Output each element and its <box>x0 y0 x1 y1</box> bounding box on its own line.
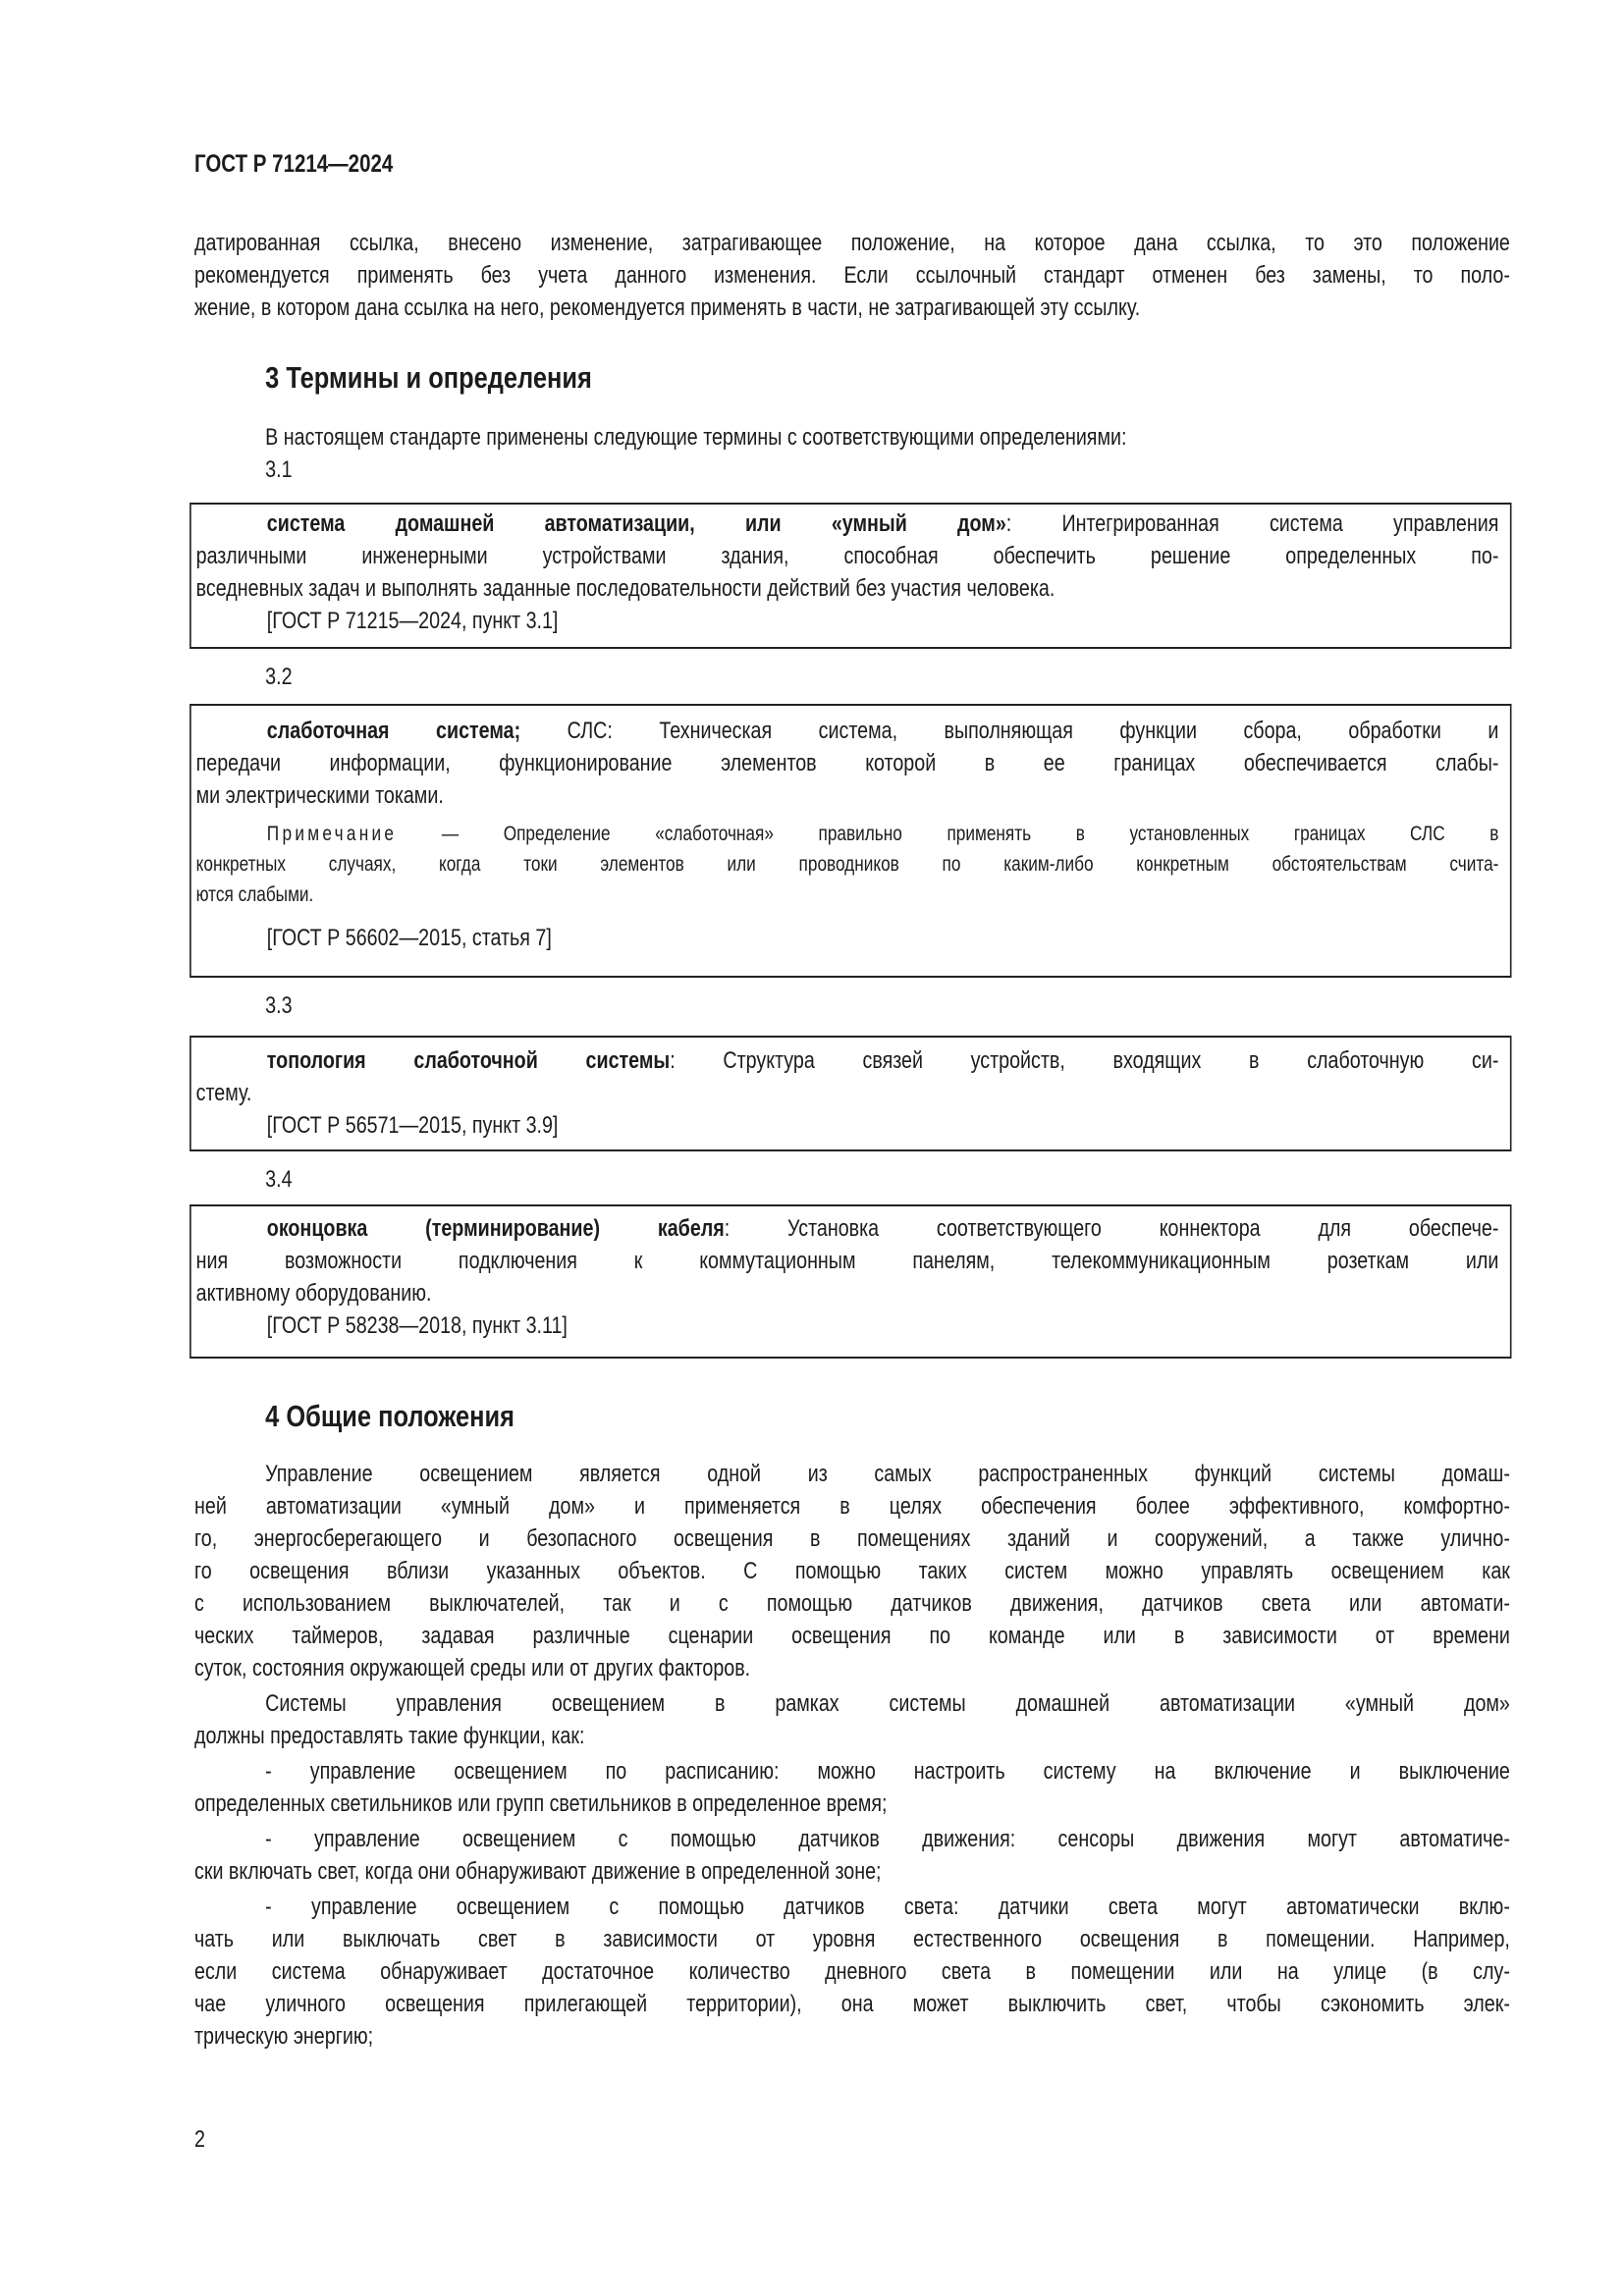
text-line: различными инженерными устройствами здания, способная обеспечить решение определенных по- <box>195 543 1499 569</box>
term-number: 3.2 <box>265 664 293 690</box>
term-number: 3.1 <box>265 456 293 483</box>
text-line: рекомендуется применять без учета данного изменения. Если ссылочный стандарт отменен без замены, то поло- <box>194 262 1510 289</box>
term-number-row <box>194 661 1510 693</box>
term-definition: : Интегрированная система управления <box>1005 510 1499 537</box>
text-line: трическую энергию; <box>194 2023 374 2050</box>
term-definition: СЛС: Техническая система, выполняющая функции сбора, обработки и <box>520 718 1499 744</box>
list-item: - управление освещением с помощью датчиков света: датчики света могут автоматически вклю- <box>265 1894 1510 1920</box>
section-3-heading: 3 Термины и определения <box>265 360 592 395</box>
term-definition: : Структура связей устройств, входящих в слаботочную си- <box>670 1047 1499 1074</box>
text-line <box>196 507 1499 540</box>
term-box-3-3 <box>189 1036 1511 1151</box>
text-line: го освещения вблизи указанных объектов. С помощью таких систем можно управлять освещением как <box>194 1558 1510 1584</box>
text-line: Системы управления освещением в рамках системы домашней автоматизации «умный дом» <box>265 1690 1510 1717</box>
intro-paragraph <box>194 227 1510 324</box>
term-box-3-4 <box>189 1204 1511 1359</box>
text-line: ми электрическими токами. <box>195 782 444 809</box>
text-line <box>196 819 1499 849</box>
term-definition: : Установка соответствующего коннектора для обеспече- <box>724 1215 1499 1242</box>
document-header: ГОСТ Р 71214—2024 <box>194 150 394 178</box>
text-line: ются слабыми. <box>195 883 314 906</box>
term-number-row <box>194 1163 1510 1196</box>
text-line: суток, состояния окружающей среды или от других факторов. <box>194 1655 751 1682</box>
term-number: 3.3 <box>265 992 293 1019</box>
text-line <box>196 715 1499 747</box>
text-line <box>196 1212 1499 1245</box>
term-number: 3.4 <box>265 1166 293 1193</box>
section-4-body <box>194 1458 1510 2053</box>
text-line: конкретных случаях, когда токи элементов или проводников по каким-либо конкретным обстоятельствам счита- <box>195 853 1499 876</box>
text-line: должны предоставлять такие функции, как: <box>194 1723 585 1749</box>
term-note <box>196 819 1499 910</box>
term-title: оконцовка (терминирование) кабеля <box>266 1215 725 1242</box>
text-line: ческих таймеров, задавая различные сценарии освещения по команде или в зависимости от времени <box>194 1623 1510 1649</box>
text-line: жение, в котором дана ссылка на него, рекомендуется применять в части, не затрагивающей эту ссылку. <box>194 294 1141 321</box>
term-source: [ГОСТ Р 56571—2015, пункт 3.9] <box>266 1112 559 1139</box>
term-title: система домашней автоматизации, или «умный дом» <box>266 510 1006 537</box>
section-3-intro <box>194 421 1510 486</box>
term-box-3-1 <box>189 503 1511 649</box>
text-line: ски включать свет, когда они обнаруживают движение в определенной зоне; <box>194 1858 882 1885</box>
text-line: если система обнаруживает достаточное количество дневного света в помещении или на улице (в слу- <box>194 1958 1510 1985</box>
page-number: 2 <box>194 2126 205 2153</box>
list-item: - управление освещением с помощью датчиков движения: сенсоры движения могут автоматиче- <box>265 1826 1510 1852</box>
section-4-heading: 4 Общие положения <box>265 1399 515 1433</box>
term-title: топология слаботочной системы <box>266 1047 671 1074</box>
term-source: [ГОСТ Р 56602—2015, статья 7] <box>266 925 552 951</box>
text-line: го, энергосберегающего и безопасного освещения в помещениях зданий и сооружений, а также улично- <box>194 1525 1510 1552</box>
text-line: датированная ссылка, внесено изменение, затрагивающее положение, на которое дана ссылка, то это положение <box>194 230 1510 256</box>
text-line: с использованием выключателей, так и с помощью датчиков движения, датчиков света или автомати- <box>194 1590 1510 1617</box>
page <box>194 0 1510 2296</box>
text-line: стему. <box>195 1080 252 1106</box>
text-line: В настоящем стандарте применены следующие термины с соответствующими определениями: <box>265 424 1127 451</box>
text-line: Управление освещением является одной из самых распространенных функций системы домаш- <box>265 1461 1510 1487</box>
note-label: Примечание <box>266 823 398 845</box>
text-line: ния возможности подключения к коммутационным панелям, телекоммуникационным розеткам или <box>195 1248 1499 1274</box>
list-item: - управление освещением по расписанию: можно настроить систему на включение и выключение <box>265 1758 1510 1785</box>
text-line <box>196 1044 1499 1077</box>
text-line: определенных светильников или групп светильников в определенное время; <box>194 1790 888 1817</box>
text-line: активному оборудованию. <box>195 1280 432 1307</box>
term-box-3-2 <box>189 704 1511 978</box>
text-line: передачи информации, функционирование элементов которой в ее границах обеспечивается слабы- <box>195 750 1499 776</box>
text-line: чать или выключать свет в зависимости от уровня естественного освещения в помещении. Например, <box>194 1926 1510 1952</box>
term-source: [ГОСТ Р 58238—2018, пункт 3.11] <box>266 1312 568 1339</box>
note-text: — Определение «слаботочная» правильно применять в установленных границах СЛС в <box>397 823 1499 845</box>
term-number-row <box>194 989 1510 1022</box>
text-line: ней автоматизации «умный дом» и применяется в целях обеспечения более эффективного, комфортно- <box>194 1493 1510 1520</box>
term-title: слаботочная система; <box>266 718 521 744</box>
text-line: вседневных задач и выполнять заданные последовательности действий без участия человека. <box>195 575 1056 602</box>
term-source: [ГОСТ Р 71215—2024, пункт 3.1] <box>266 608 559 634</box>
text-line: чае уличного освещения прилегающей территории), она может выключить свет, чтобы сэкономить элек- <box>194 1991 1510 2017</box>
